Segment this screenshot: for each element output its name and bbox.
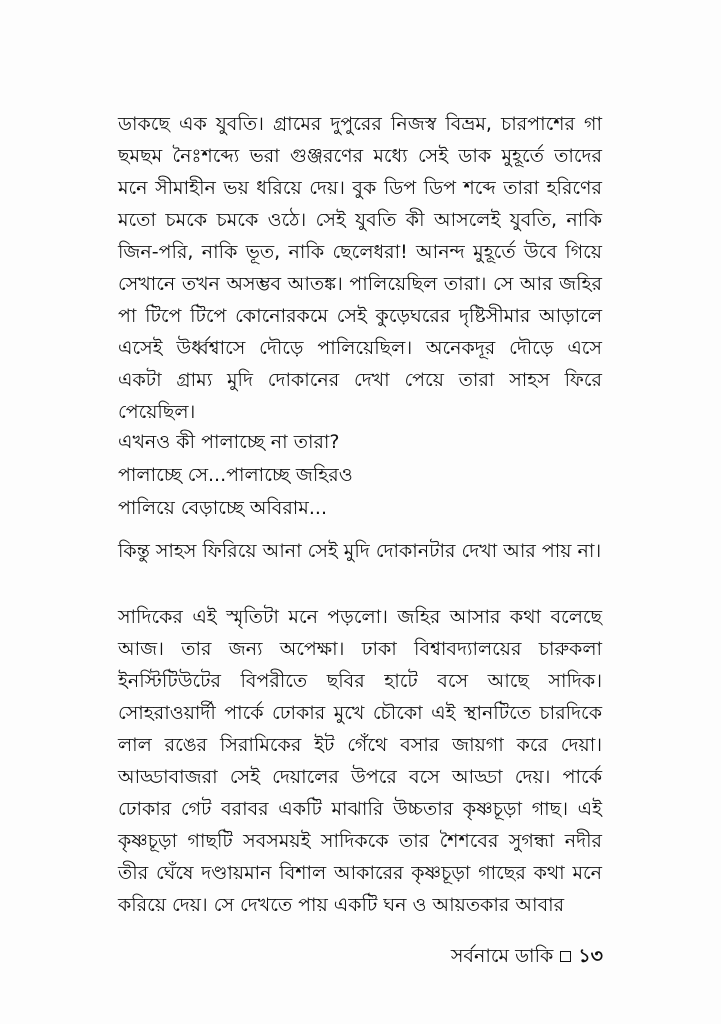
verse-line: পালিয়ে বেড়াচ্ছে অবিরাম... bbox=[118, 497, 327, 519]
paragraph-grocery-shop: কিন্তু সাহস ফিরিয়ে আনা সেই মুদি দোকানটার দেখা আর পায় না। bbox=[118, 540, 602, 562]
page-footer bbox=[451, 943, 603, 969]
verse-line: পালাচ্ছে সে...পালাচ্ছে জহিরও bbox=[118, 464, 353, 486]
book-title: সর্বনামে ডাকি bbox=[450, 945, 554, 967]
square-separator-icon bbox=[560, 951, 571, 962]
paragraph-sadik-waiting: সাদিকের এই স্মৃতিটা মনে পড়লো। জহির আসার কথা বলেছে আজ। তার জন্য অপেক্ষা। ঢাকা বিশ্বাবদ্যালয়ের চারুকলা ইনস্টিটিউটের বিপরীতে ছবির হাটে বসে আছে সাদিক। সোহরাওয়ার্দী পার্কে ঢোকার মুখে চৌকো এই স্থানটিতে চারদিকে লাল রঙের সিরামিকের ইট গেঁথে বসার জায়গা করে দেয়া। আড্ডাবাজরা সেই দেয়ালের উপরে বসে আড্ডা দেয়। পার্কে ঢোকার গেট বরাবর একটি মাঝারি উচ্চতার কৃষ্ণচূড়া গাছ। এই কৃষ্ণচূড়া গাছটি সবসময়ই সাদিককে তার শৈশবের সুগন্ধা নদীর তীর ঘেঁষে দণ্ডায়মান বিশাল আকারের কৃষ্ণচূড়া গাছের কথা মনে করিয়ে দেয়। সে দেখতে পায় একটি ঘন ও আয়তকার আবার bbox=[118, 606, 602, 916]
page-number: ১৩ bbox=[578, 945, 603, 967]
verse-block bbox=[118, 426, 602, 525]
paragraph-memory: ডাকছে এক যুবতি। গ্রামের দুপুরের নিজস্ব বিভ্রম, চারপাশের গা ছমছম নৈঃশব্দ্যে ভরা গুঞ্জরণের মধ্যে সেই ডাক মুহূর্তে তাদের মনে সীমাহীন ভয় ধরিয়ে দেয়। বুক ডিপ ডিপ শব্দে তারা হরিণের মতো চমকে চমকে ওঠে। সেই যুবতি কী আসলেই যুবতি, নাকি জিন-পরি, নাকি ভূত, নাকি ছেলেধরা! আনন্দ মুহূর্তে উবে গিয়ে সেখানে তখন অসম্ভব আতঙ্ক। পালিয়েছিল তারা। সে আর জহির পা টিপে টিপে কোনোরকমে সেই কুড়েঘরের দৃষ্টিসীমার আড়ালে এসেই উর্ধ্বশ্বাসে দৌড়ে পালিয়েছিল। অনেকদূর দৌড়ে এসে একটা গ্রাম্য মুদি দোকানের দেখা পেয়ে তারা সাহস ফিরে পেয়েছিল। bbox=[118, 113, 602, 423]
verse-line: এখনও কী পালাচ্ছে না তারা? bbox=[118, 431, 340, 453]
